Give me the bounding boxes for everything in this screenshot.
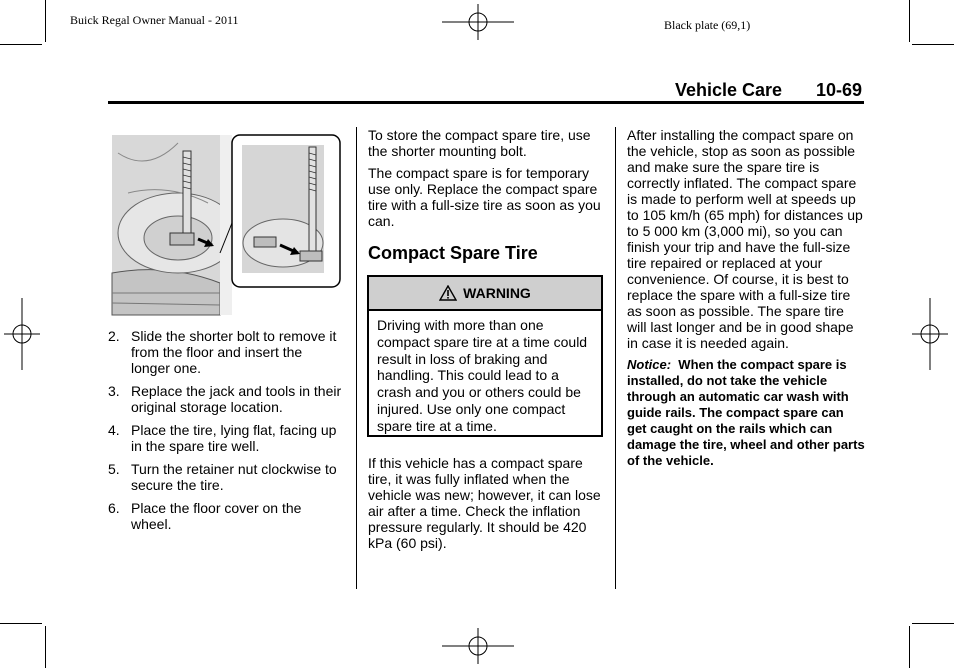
- crop-mark: [0, 623, 42, 624]
- spare-tire-bolt-illustration: [108, 133, 344, 318]
- notice-label: Notice:: [627, 357, 672, 372]
- steps-list: [108, 328, 344, 539]
- notice-text: When the compact spare is installed, do not take the vehicle through an automatic car wash with guide rails. The compact spare can get caught on the rails which can damage the tire, wheel and other parts of the vehicle.: [627, 357, 865, 468]
- registration-mark-icon: [442, 4, 514, 40]
- crop-mark: [909, 626, 910, 668]
- plate-label: Black plate (69,1): [664, 18, 751, 32]
- warning-header: [369, 277, 601, 311]
- paragraph: After installing the compact spare on the vehicle, stop as soon as possible and make sure the spare tire is correctly inflated. The compact spare is made to perform well at speeds up to 105 km/h (65 mph) for distances up to 5 000 km (3,000 mi), so you can finish your trip and have the full-size tire repaired or replaced at your convenience. Of course, it is best to replace the spare with a full-size tire as soon as possible. The spare tire will last longer and be in good shape in case it is needed again.: [627, 127, 863, 351]
- list-item: 3. Replace the jack and tools in their original storage location.: [108, 383, 342, 415]
- paragraph: If this vehicle has a compact spare tire, it was fully inflated when the vehicle was new; however, it can lose air after a time. Check the inflation pressure regularly. It should be 420 kPa (60 psi).: [368, 455, 601, 551]
- list-item: 2. Slide the shorter bolt to remove it from the floor and insert the longer one.: [108, 328, 337, 376]
- crop-mark: [912, 623, 954, 624]
- notice-paragraph: [627, 357, 865, 469]
- column-three: [627, 127, 865, 482]
- list-item: 6. Place the floor cover on the wheel.: [108, 500, 302, 532]
- crop-mark: [0, 44, 42, 45]
- list-item: 5. Turn the retainer nut clockwise to secure the tire.: [108, 461, 337, 493]
- warning-triangle-icon: [439, 285, 457, 301]
- registration-mark-icon: [912, 298, 948, 370]
- pressure-paragraph-block: [368, 455, 606, 551]
- column-divider: [356, 127, 357, 589]
- crop-mark: [45, 0, 46, 42]
- list-item: 4. Place the tire, lying flat, facing up in the spare tire well.: [108, 422, 337, 454]
- column-two: [368, 127, 606, 235]
- crop-mark: [45, 626, 46, 668]
- column-divider: [615, 127, 616, 589]
- crop-mark: [909, 0, 910, 42]
- section-heading: Compact Spare Tire: [368, 243, 538, 263]
- warning-box: [367, 275, 603, 437]
- paragraph: To store the compact spare tire, use the shorter mounting bolt.: [368, 127, 591, 159]
- paragraph: The compact spare is for temporary use only. Replace the compact spare tire with a full-size tire as soon as you can.: [368, 165, 601, 229]
- registration-mark-icon: [4, 298, 40, 370]
- registration-mark-icon: [442, 628, 514, 664]
- warning-text: Driving with more than one compact spare tire at a time could result in loss of braking and handling. This could lead to a crash and you or others could be injured. Use only one compact spare tire at a time.: [377, 317, 588, 434]
- manual-title: Buick Regal Owner Manual - 2011: [70, 13, 239, 27]
- page-number: 10-69: [816, 80, 863, 100]
- warning-label: WARNING: [463, 285, 531, 301]
- crop-mark: [912, 44, 954, 45]
- header-rule: [108, 101, 864, 104]
- section-title: Vehicle Care: [675, 80, 783, 100]
